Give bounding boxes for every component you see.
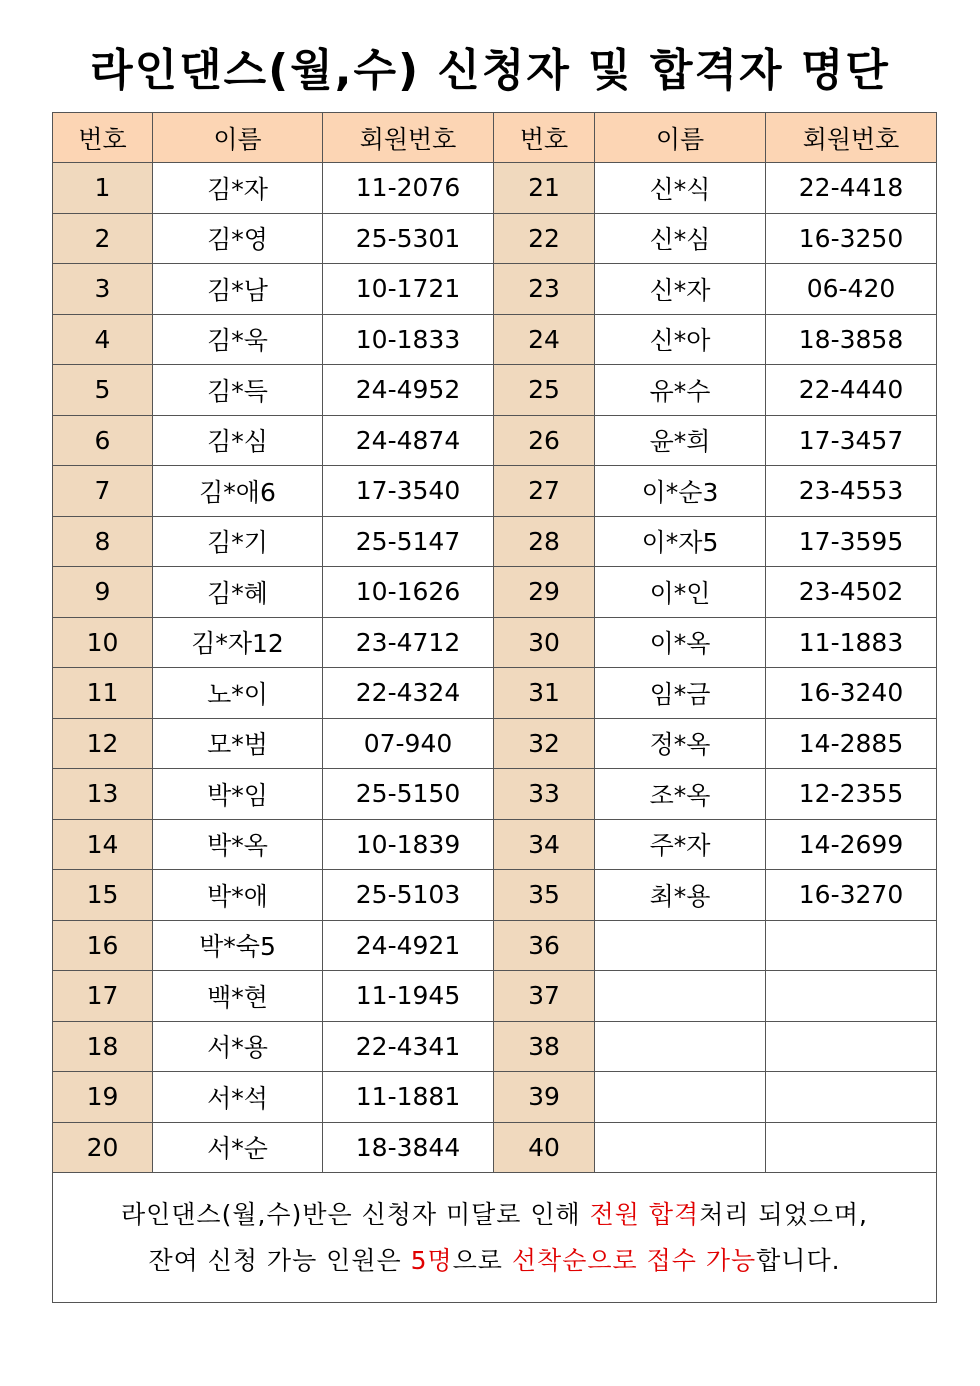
row-member-id: 11-1883 [766, 617, 937, 668]
notice-segment: 라인댄스(월,수)반은 신청자 미달로 인해 [120, 1199, 590, 1229]
row-name: 박*애 [153, 870, 323, 921]
row-member-id: 24-4921 [323, 920, 494, 971]
row-name: 김*영 [153, 213, 323, 264]
header-number: 번호 [494, 113, 595, 163]
row-number: 14 [53, 819, 153, 870]
row-number: 11 [53, 668, 153, 719]
row-number: 27 [494, 466, 595, 517]
row-name: 이*인 [595, 567, 766, 618]
table-row [53, 870, 937, 921]
row-member-id: 14-2699 [766, 819, 937, 870]
row-number: 26 [494, 415, 595, 466]
row-name: 모*범 [153, 718, 323, 769]
table-row [53, 264, 937, 315]
table-row [53, 567, 937, 618]
row-name: 이*자5 [595, 516, 766, 567]
row-number: 23 [494, 264, 595, 315]
row-number: 19 [53, 1072, 153, 1123]
table-row [53, 365, 937, 416]
header-name: 이름 [153, 113, 323, 163]
row-name: 박*옥 [153, 819, 323, 870]
table-row [53, 1072, 937, 1123]
row-number: 34 [494, 819, 595, 870]
row-number: 18 [53, 1021, 153, 1072]
row-name: 김*혜 [153, 567, 323, 618]
row-number: 9 [53, 567, 153, 618]
table-row [53, 769, 937, 820]
header-member-id: 회원번호 [766, 113, 937, 163]
row-name: 김*욱 [153, 314, 323, 365]
row-member-id: 25-5301 [323, 213, 494, 264]
row-member-id: 17-3457 [766, 415, 937, 466]
row-name: 유*수 [595, 365, 766, 416]
row-number: 31 [494, 668, 595, 719]
row-name: 노*이 [153, 668, 323, 719]
row-member-id: 11-1881 [323, 1072, 494, 1123]
row-number: 10 [53, 617, 153, 668]
row-number: 15 [53, 870, 153, 921]
roster-body [53, 163, 937, 1303]
row-number: 35 [494, 870, 595, 921]
row-name: 신*아 [595, 314, 766, 365]
row-member-id: 22-4440 [766, 365, 937, 416]
row-member-id: 10-1721 [323, 264, 494, 315]
row-name [595, 971, 766, 1022]
table-row [53, 314, 937, 365]
row-number: 8 [53, 516, 153, 567]
notice-highlight: 선착순으로 접수 가능 [511, 1245, 757, 1275]
row-member-id: 12-2355 [766, 769, 937, 820]
notes-cell [53, 1173, 937, 1303]
row-member-id: 06-420 [766, 264, 937, 315]
row-name: 조*옥 [595, 769, 766, 820]
notice-highlight: 5명 [410, 1245, 453, 1275]
notice-segment: 으로 [452, 1245, 512, 1275]
row-member-id: 10-1626 [323, 567, 494, 618]
row-number: 29 [494, 567, 595, 618]
row-number: 37 [494, 971, 595, 1022]
row-member-id: 07-940 [323, 718, 494, 769]
table-row [53, 1021, 937, 1072]
row-number: 5 [53, 365, 153, 416]
row-number: 6 [53, 415, 153, 466]
table-row [53, 466, 937, 517]
row-number: 3 [53, 264, 153, 315]
table-row [53, 415, 937, 466]
roster-table [52, 112, 937, 1303]
row-number: 32 [494, 718, 595, 769]
row-name: 서*용 [153, 1021, 323, 1072]
row-member-id [766, 920, 937, 971]
row-member-id: 11-1945 [323, 971, 494, 1022]
row-member-id: 22-4341 [323, 1021, 494, 1072]
row-member-id [766, 1072, 937, 1123]
row-number: 39 [494, 1072, 595, 1123]
table-row [53, 1122, 937, 1173]
row-number: 33 [494, 769, 595, 820]
row-member-id: 24-4952 [323, 365, 494, 416]
header-number: 번호 [53, 113, 153, 163]
table-row [53, 920, 937, 971]
row-name: 백*현 [153, 971, 323, 1022]
row-name: 서*순 [153, 1122, 323, 1173]
notes-row [53, 1173, 937, 1303]
header-member-id: 회원번호 [323, 113, 494, 163]
notice-segment: 잔여 신청 가능 인원은 [148, 1245, 411, 1275]
row-name: 김*자12 [153, 617, 323, 668]
row-name: 김*득 [153, 365, 323, 416]
row-member-id: 16-3270 [766, 870, 937, 921]
row-name [595, 1021, 766, 1072]
row-name: 김*기 [153, 516, 323, 567]
row-name: 임*금 [595, 668, 766, 719]
row-member-id: 24-4874 [323, 415, 494, 466]
row-member-id: 22-4418 [766, 163, 937, 214]
row-number: 17 [53, 971, 153, 1022]
row-number: 13 [53, 769, 153, 820]
notice-line1 [53, 1192, 936, 1238]
table-row [53, 668, 937, 719]
row-number: 16 [53, 920, 153, 971]
row-name: 김*자 [153, 163, 323, 214]
row-member-id: 17-3595 [766, 516, 937, 567]
row-member-id [766, 1021, 937, 1072]
table-row [53, 819, 937, 870]
notice-segment: 처리 되었으며, [699, 1199, 868, 1229]
row-member-id: 10-1839 [323, 819, 494, 870]
row-member-id: 16-3250 [766, 213, 937, 264]
row-name: 최*용 [595, 870, 766, 921]
row-number: 36 [494, 920, 595, 971]
row-name: 박*임 [153, 769, 323, 820]
row-number: 12 [53, 718, 153, 769]
table-row [53, 617, 937, 668]
notice-segment: 합니다. [756, 1245, 841, 1275]
header-name: 이름 [595, 113, 766, 163]
notice-text [53, 1192, 936, 1284]
row-member-id: 23-4712 [323, 617, 494, 668]
row-name: 김*심 [153, 415, 323, 466]
row-member-id: 25-5150 [323, 769, 494, 820]
table-row [53, 718, 937, 769]
row-number: 24 [494, 314, 595, 365]
row-member-id: 17-3540 [323, 466, 494, 517]
row-number: 25 [494, 365, 595, 416]
row-name: 윤*희 [595, 415, 766, 466]
row-name [595, 920, 766, 971]
row-name: 김*애6 [153, 466, 323, 517]
row-member-id: 23-4502 [766, 567, 937, 618]
notice-line2 [53, 1238, 936, 1284]
row-number: 28 [494, 516, 595, 567]
row-member-id: 25-5103 [323, 870, 494, 921]
row-member-id: 10-1833 [323, 314, 494, 365]
row-name: 주*자 [595, 819, 766, 870]
row-number: 40 [494, 1122, 595, 1173]
row-name: 박*숙5 [153, 920, 323, 971]
row-number: 1 [53, 163, 153, 214]
table-row [53, 213, 937, 264]
row-number: 21 [494, 163, 595, 214]
row-name: 서*석 [153, 1072, 323, 1123]
row-number: 38 [494, 1021, 595, 1072]
row-member-id: 25-5147 [323, 516, 494, 567]
row-number: 22 [494, 213, 595, 264]
row-member-id: 16-3240 [766, 668, 937, 719]
row-name: 신*심 [595, 213, 766, 264]
row-name [595, 1122, 766, 1173]
row-member-id: 11-2076 [323, 163, 494, 214]
row-name [595, 1072, 766, 1123]
row-number: 7 [53, 466, 153, 517]
table-row [53, 163, 937, 214]
row-member-id: 18-3844 [323, 1122, 494, 1173]
table-row [53, 971, 937, 1022]
notice-highlight: 전원 합격 [589, 1199, 700, 1229]
row-name: 이*순3 [595, 466, 766, 517]
page-title: 라인댄스(월,수) 신청자 및 합격자 명단 [90, 45, 890, 96]
row-number: 30 [494, 617, 595, 668]
row-member-id: 22-4324 [323, 668, 494, 719]
row-number: 20 [53, 1122, 153, 1173]
row-name: 김*남 [153, 264, 323, 315]
header-row [53, 113, 937, 163]
row-member-id: 18-3858 [766, 314, 937, 365]
row-name: 신*식 [595, 163, 766, 214]
row-number: 4 [53, 314, 153, 365]
row-name: 신*자 [595, 264, 766, 315]
row-name: 이*옥 [595, 617, 766, 668]
table-row [53, 516, 937, 567]
row-name: 정*옥 [595, 718, 766, 769]
row-member-id [766, 1122, 937, 1173]
row-number: 2 [53, 213, 153, 264]
row-member-id [766, 971, 937, 1022]
row-member-id: 14-2885 [766, 718, 937, 769]
row-member-id: 23-4553 [766, 466, 937, 517]
